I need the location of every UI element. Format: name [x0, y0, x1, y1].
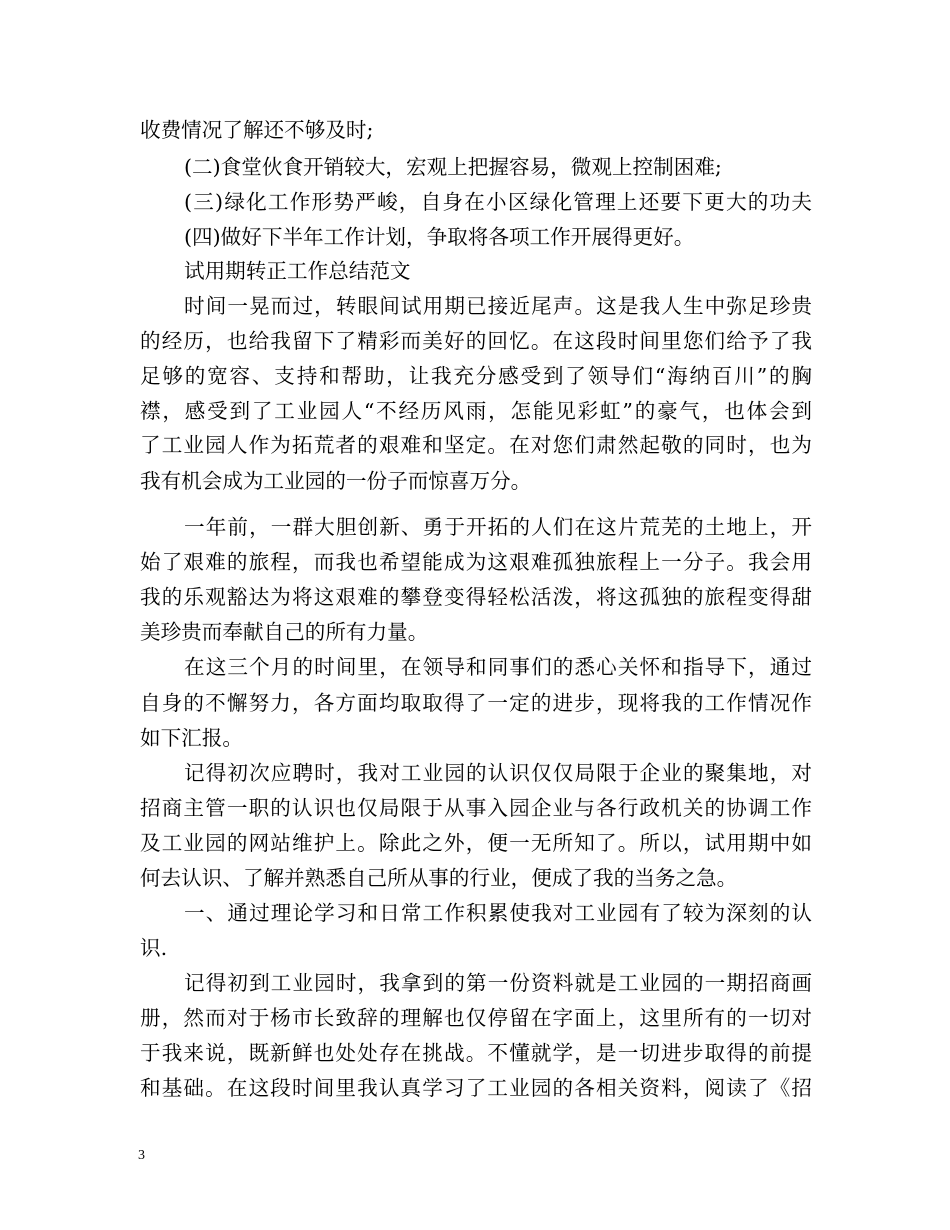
text-line: 记得初次应聘时，我对工业园的认识仅仅局限于企业的聚集地，对 — [184, 761, 812, 785]
text-line: 我有机会成为工业园的一份子而惊喜万分。 — [140, 469, 532, 493]
text-line: 招商主管一职的认识也仅局限于从事入园企业与各行政机关的协调工作 — [140, 796, 812, 820]
text-line: 时间一晃而过，转眼间试用期已接近尾声。这是我人生中弥足珍贵 — [184, 294, 812, 318]
text-line: 襟，感受到了工业园人“不经历风雨，怎能见彩虹”的豪气，也体会到 — [140, 399, 812, 423]
text-line: 足够的宽容、支持和帮助，让我充分感受到了领导们“海纳百川”的胸 — [140, 364, 812, 388]
text-line: 识. — [140, 936, 168, 960]
section-title: 试用期转正工作总结范文 — [184, 259, 411, 283]
text-line: 一、通过理论学习和日常工作积累使我对工业园有了较为深刻的认 — [184, 901, 812, 925]
text-line: 了工业园人作为拓荒者的艰难和坚定。在对您们肃然起敬的同时，也为 — [140, 433, 812, 457]
text-line: 自身的不懈努力，各方面均取取得了一定的进步，现将我的工作情况作 — [140, 691, 812, 715]
page-number: 3 — [138, 1148, 145, 1163]
text-line: 一年前，一群大胆创新、勇于开拓的人们在这片荒芜的土地上，开 — [184, 515, 812, 539]
text-line: 我的乐观豁达为将这艰难的攀登变得轻松活泼，将这孤独的旅程变得甜 — [140, 585, 812, 609]
text-line: (四)做好下半年工作计划，争取将各项工作开展得更好。 — [184, 225, 695, 249]
text-line: 如下汇报。 — [140, 726, 243, 750]
text-line: 何去认识、了解并熟悉自己所从事的行业，便成了我的当务之急。 — [140, 866, 738, 890]
text-line: 美珍贵而奉献自己的所有力量。 — [140, 620, 429, 644]
text-line: 收费情况了解还不够及时; — [140, 118, 374, 142]
text-line: 在这三个月的时间里，在领导和同事们的悉心关怀和指导下，通过 — [184, 655, 812, 679]
text-line: (三)绿化工作形势严峻，自身在小区绿化管理上还要下更大的功夫 — [184, 190, 812, 214]
text-line: 的经历，也给我留下了精彩而美好的回忆。在这段时间里您们给予了我 — [140, 329, 812, 353]
text-line: 记得初到工业园时，我拿到的第一份资料就是工业园的一期招商画 — [184, 971, 812, 995]
text-line: 于我来说，既新鲜也处处存在挑战。不懂就学，是一切进步取得的前提 — [140, 1041, 812, 1065]
text-line: 始了艰难的旅程，而我也希望能成为这艰难孤独旅程上一分子。我会用 — [140, 550, 812, 574]
text-line: 和基础。在这段时间里我认真学习了工业园的各相关资料，阅读了《招 — [140, 1076, 812, 1100]
text-line: 及工业园的网站维护上。除此之外，便一无所知了。所以，试用期中如 — [140, 831, 812, 855]
text-line: 册，然而对于杨市长致辞的理解也仅停留在字面上，这里所有的一切对 — [140, 1006, 812, 1030]
text-line: (二)食堂伙食开销较大，宏观上把握容易，微观上控制困难; — [184, 155, 722, 179]
